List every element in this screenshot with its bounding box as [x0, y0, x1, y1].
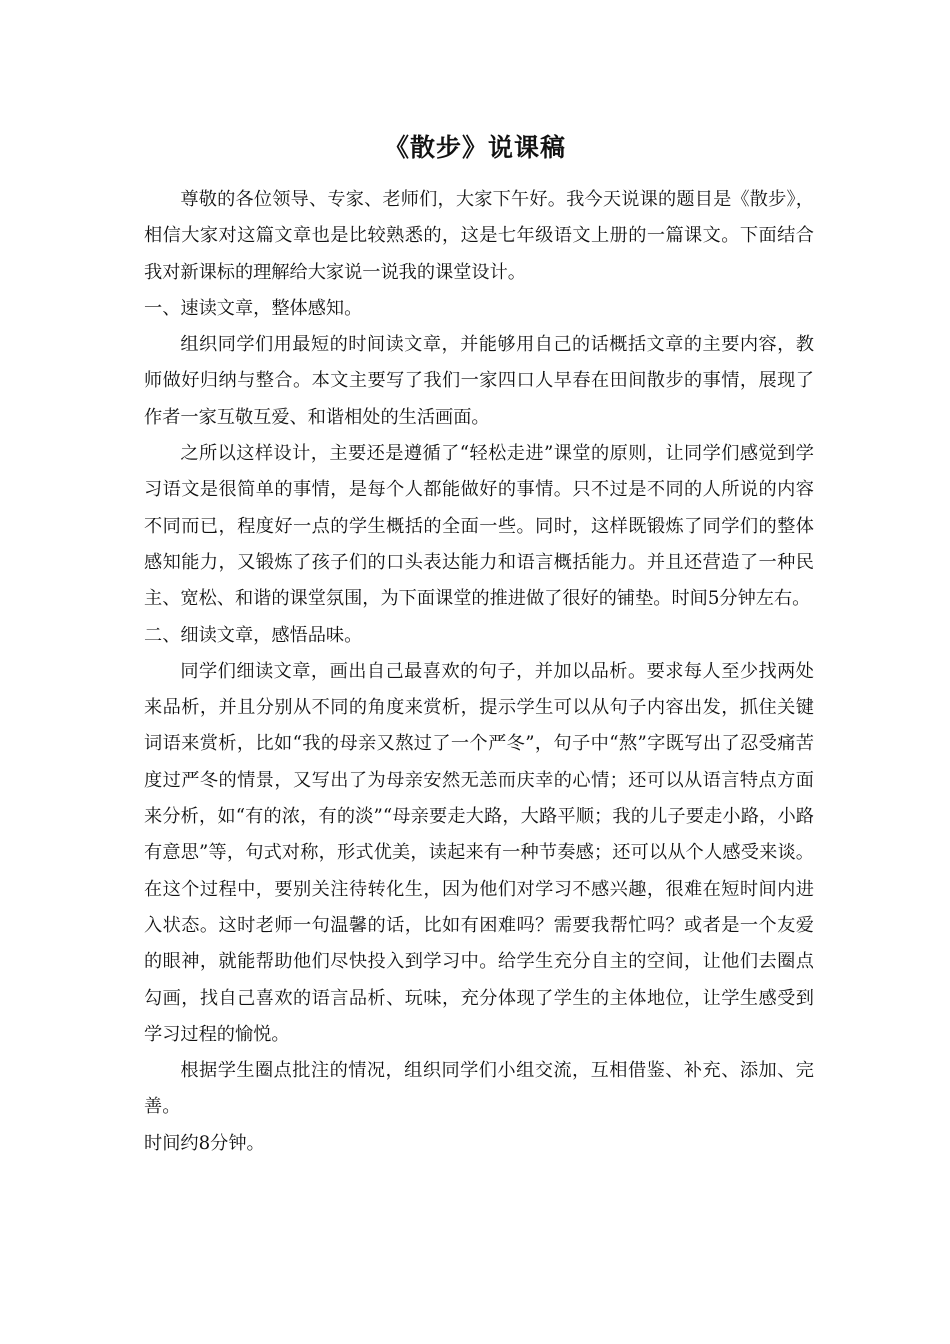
- section-2-paragraph-1: 同学们细读文章，画出自己最喜欢的句子，并加以品析。要求每人至少找两处来品析，并且分别从不同的角度来赏析，提示学生可以从句子内容出发，抓住关键词语来赏析，比如“我的母亲又熬过了一个严冬”，句子中“熬”字既写出了忍受痛苦度过严冬的情景，又写出了为母亲安然无恙而庆幸的心情；还可以从语言特点方面来分析，如“有的浓，有的淡”“母亲要走大路，大路平顺；我的儿子要走小路，小路有意思”等，句式对称，形式优美，读起来有一种节奏感；还可以从个人感受来谈。在这个过程中，要别关注待转化生，因为他们对学习不感兴趣，很难在短时间内进入状态。这时老师一句温馨的话，比如有困难吗？需要我帮忙吗？或者是一个友爱的眼神，就能帮助他们尽快投入到学习中。给学生充分自主的空间，让他们去圈点勾画，找自己喜欢的语言品析、玩味，充分体现了学生的主体地位，让学生感受到学习过程的愉悦。: [144, 660, 814, 1045]
- intro-paragraph: 尊敬的各位领导、专家、老师们，大家下午好。我今天说课的题目是《散步》，相信大家对这篇文章也是比较熟悉的，这是七年级语文上册的一篇课文。下面结合我对新课标的理解给大家说一说我的课堂设计。: [144, 189, 814, 283]
- time-note: 时间约8分钟。: [144, 1132, 265, 1154]
- section-1-paragraph-2: 之所以这样设计，主要还是遵循了“轻松走进”课堂的原则，让同学们感觉到学习语文是很简单的事情，是每个人都能做好的事情。只不过是不同的人所说的内容不同而已，程度好一点的学生概括的全面一些。同时，这样既锻炼了同学们的整体感知能力，又锻炼了孩子们的口头表达能力和语言概括能力。并且还营造了一种民主、宽松、和谐的课堂氛围，为下面课堂的推进做了很好的铺垫。时间5分钟左右。: [144, 443, 814, 610]
- document-title: 《散步》说课稿: [383, 133, 566, 162]
- section-2-paragraph-2: 根据学生圈点批注的情况，组织同学们小组交流，互相借鉴、补充、添加、完善。: [144, 1060, 814, 1118]
- section-1-paragraph-1: 组织同学们用最短的时间读文章，并能够用自己的话概括文章的主要内容，教师做好归纳与整合。本文主要写了我们一家四口人早春在田间散步的事情，展现了作者一家互敬互爱、和谐相处的生活画面。: [144, 334, 814, 428]
- section-heading-2: 二、细读文章，感悟品味。: [144, 624, 363, 646]
- document-body: [144, 182, 814, 1162]
- section-heading-1: 一、速读文章，整体感知。: [144, 297, 363, 319]
